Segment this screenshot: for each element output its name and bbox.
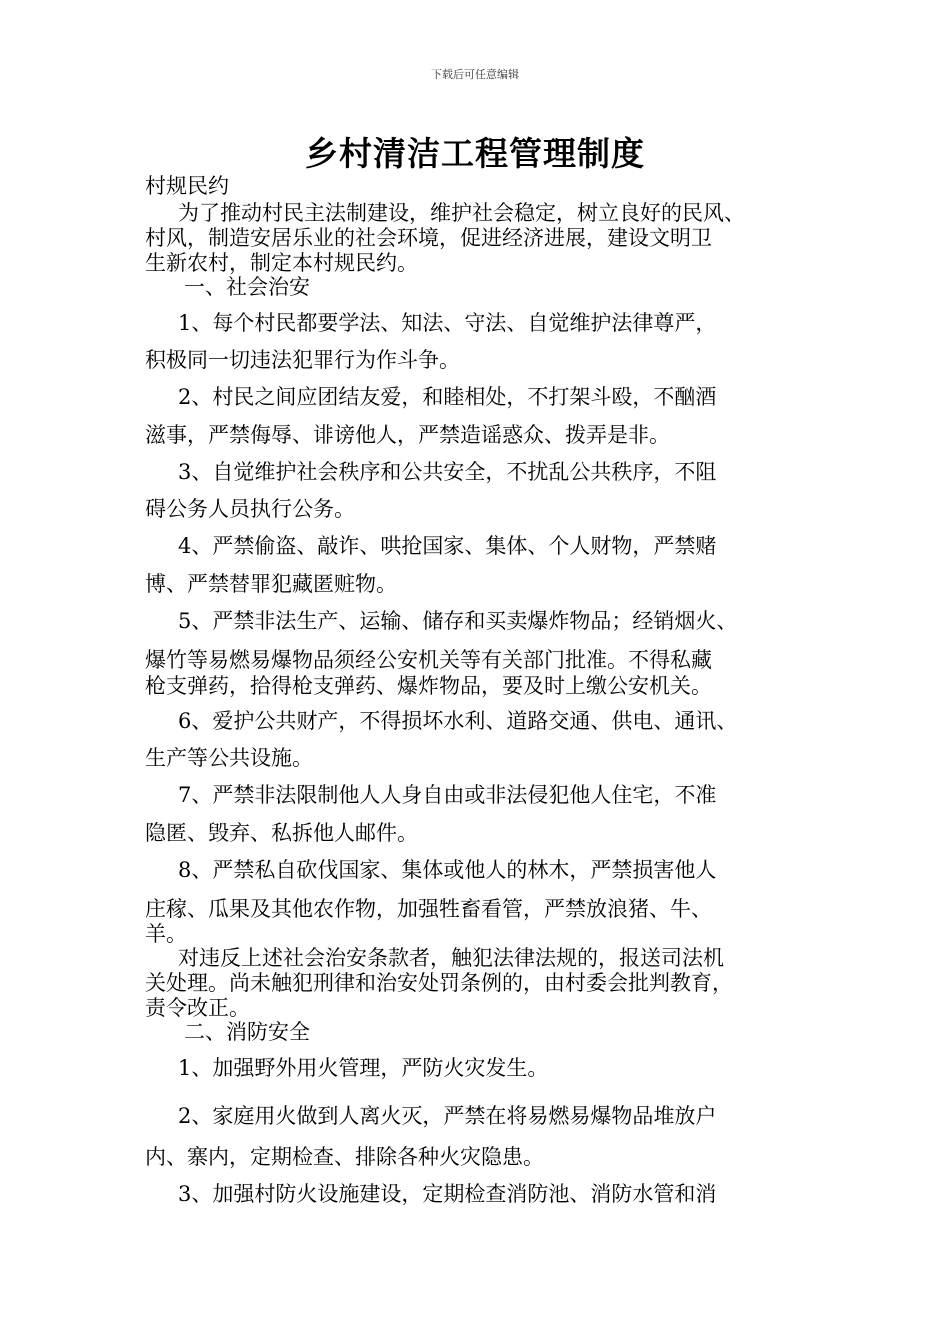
text-line: 责令改正。	[145, 996, 250, 1020]
text-line: 碍公务人员执行公务。	[145, 497, 355, 521]
text-line: 3、自觉维护社会秩序和公共安全，不扰乱公共秩序，不阻	[178, 460, 717, 484]
header-note: 下载后可任意编辑	[431, 68, 519, 81]
text-line: 爆竹等易燃易爆物品须经公安机关等有关部门批准。不得私藏	[145, 648, 712, 672]
text-line: 4、严禁偷盗、敲诈、哄抢国家、集体、个人财物，严禁赌	[178, 534, 717, 558]
text-line: 村风，制造安居乐业的社会环境，促进经济进展，建设文明卫	[145, 226, 712, 250]
text-line: 2、家庭用火做到人离火灭，严禁在将易燃易爆物品堆放户	[178, 1104, 717, 1128]
text-line: 5、严禁非法生产、运输、储存和买卖爆炸物品；经销烟火、	[178, 609, 738, 633]
text-line: 对违反上述社会治安条款者，触犯法律法规的，报送司法机	[178, 946, 724, 970]
section-subtitle: 村规民约	[145, 174, 229, 198]
text-line: 博、严禁替罪犯藏匿赃物。	[145, 572, 397, 596]
text-line: 生产等公共设施。	[145, 746, 313, 770]
text-line: 2、村民之间应团结友爱，和睦相处，不打架斗殴，不酗酒	[178, 385, 717, 409]
section-heading: 二、消防安全	[184, 1020, 310, 1044]
text-line: 关处理。尚未触犯刑律和治安处罚条例的，由村委会批判教育，	[145, 971, 733, 995]
text-line: 滋事，严禁侮辱、诽谤他人，严禁造谣惑众、拨弄是非。	[145, 423, 670, 447]
text-line: 3、加强村防火设施建设，定期检查消防池、消防水管和消	[178, 1182, 717, 1206]
text-line: 隐匿、毁弃、私拆他人邮件。	[145, 821, 418, 845]
section-heading: 一、社会治安	[184, 275, 310, 299]
text-line: 内、寨内，定期检查、排除各种火灾隐患。	[145, 1145, 544, 1169]
text-line: 6、爱护公共财产，不得损坏水利、道路交通、供电、通讯、	[178, 709, 738, 733]
page-title: 乡村清洁工程管理制度	[305, 134, 645, 173]
text-line: 1、加强野外用火管理，严防火灾发生。	[178, 1056, 549, 1080]
text-line: 1、每个村民都要学法、知法、守法、自觉维护法律尊严，	[178, 311, 717, 335]
text-line: 为了推动村民主法制建设，维护社会稳定，树立良好的民风、	[178, 201, 745, 225]
text-line: 8、严禁私自砍伐国家、集体或他人的林木，严禁损害他人	[178, 858, 717, 882]
text-line: 庄稼、瓜果及其他农作物，加强牲畜看管，严禁放浪猪、牛、	[145, 897, 712, 921]
text-line: 枪支弹药，拾得枪支弹药、爆炸物品，要及时上缴公安机关。	[145, 674, 712, 698]
text-line: 羊。	[145, 922, 187, 946]
text-line: 积极同一切违法犯罪行为作斗争。	[145, 348, 460, 372]
text-line: 7、严禁非法限制他人人身自由或非法侵犯他人住宅，不准	[178, 783, 717, 807]
text-line: 生新农村，制定本村规民约。	[145, 251, 418, 275]
